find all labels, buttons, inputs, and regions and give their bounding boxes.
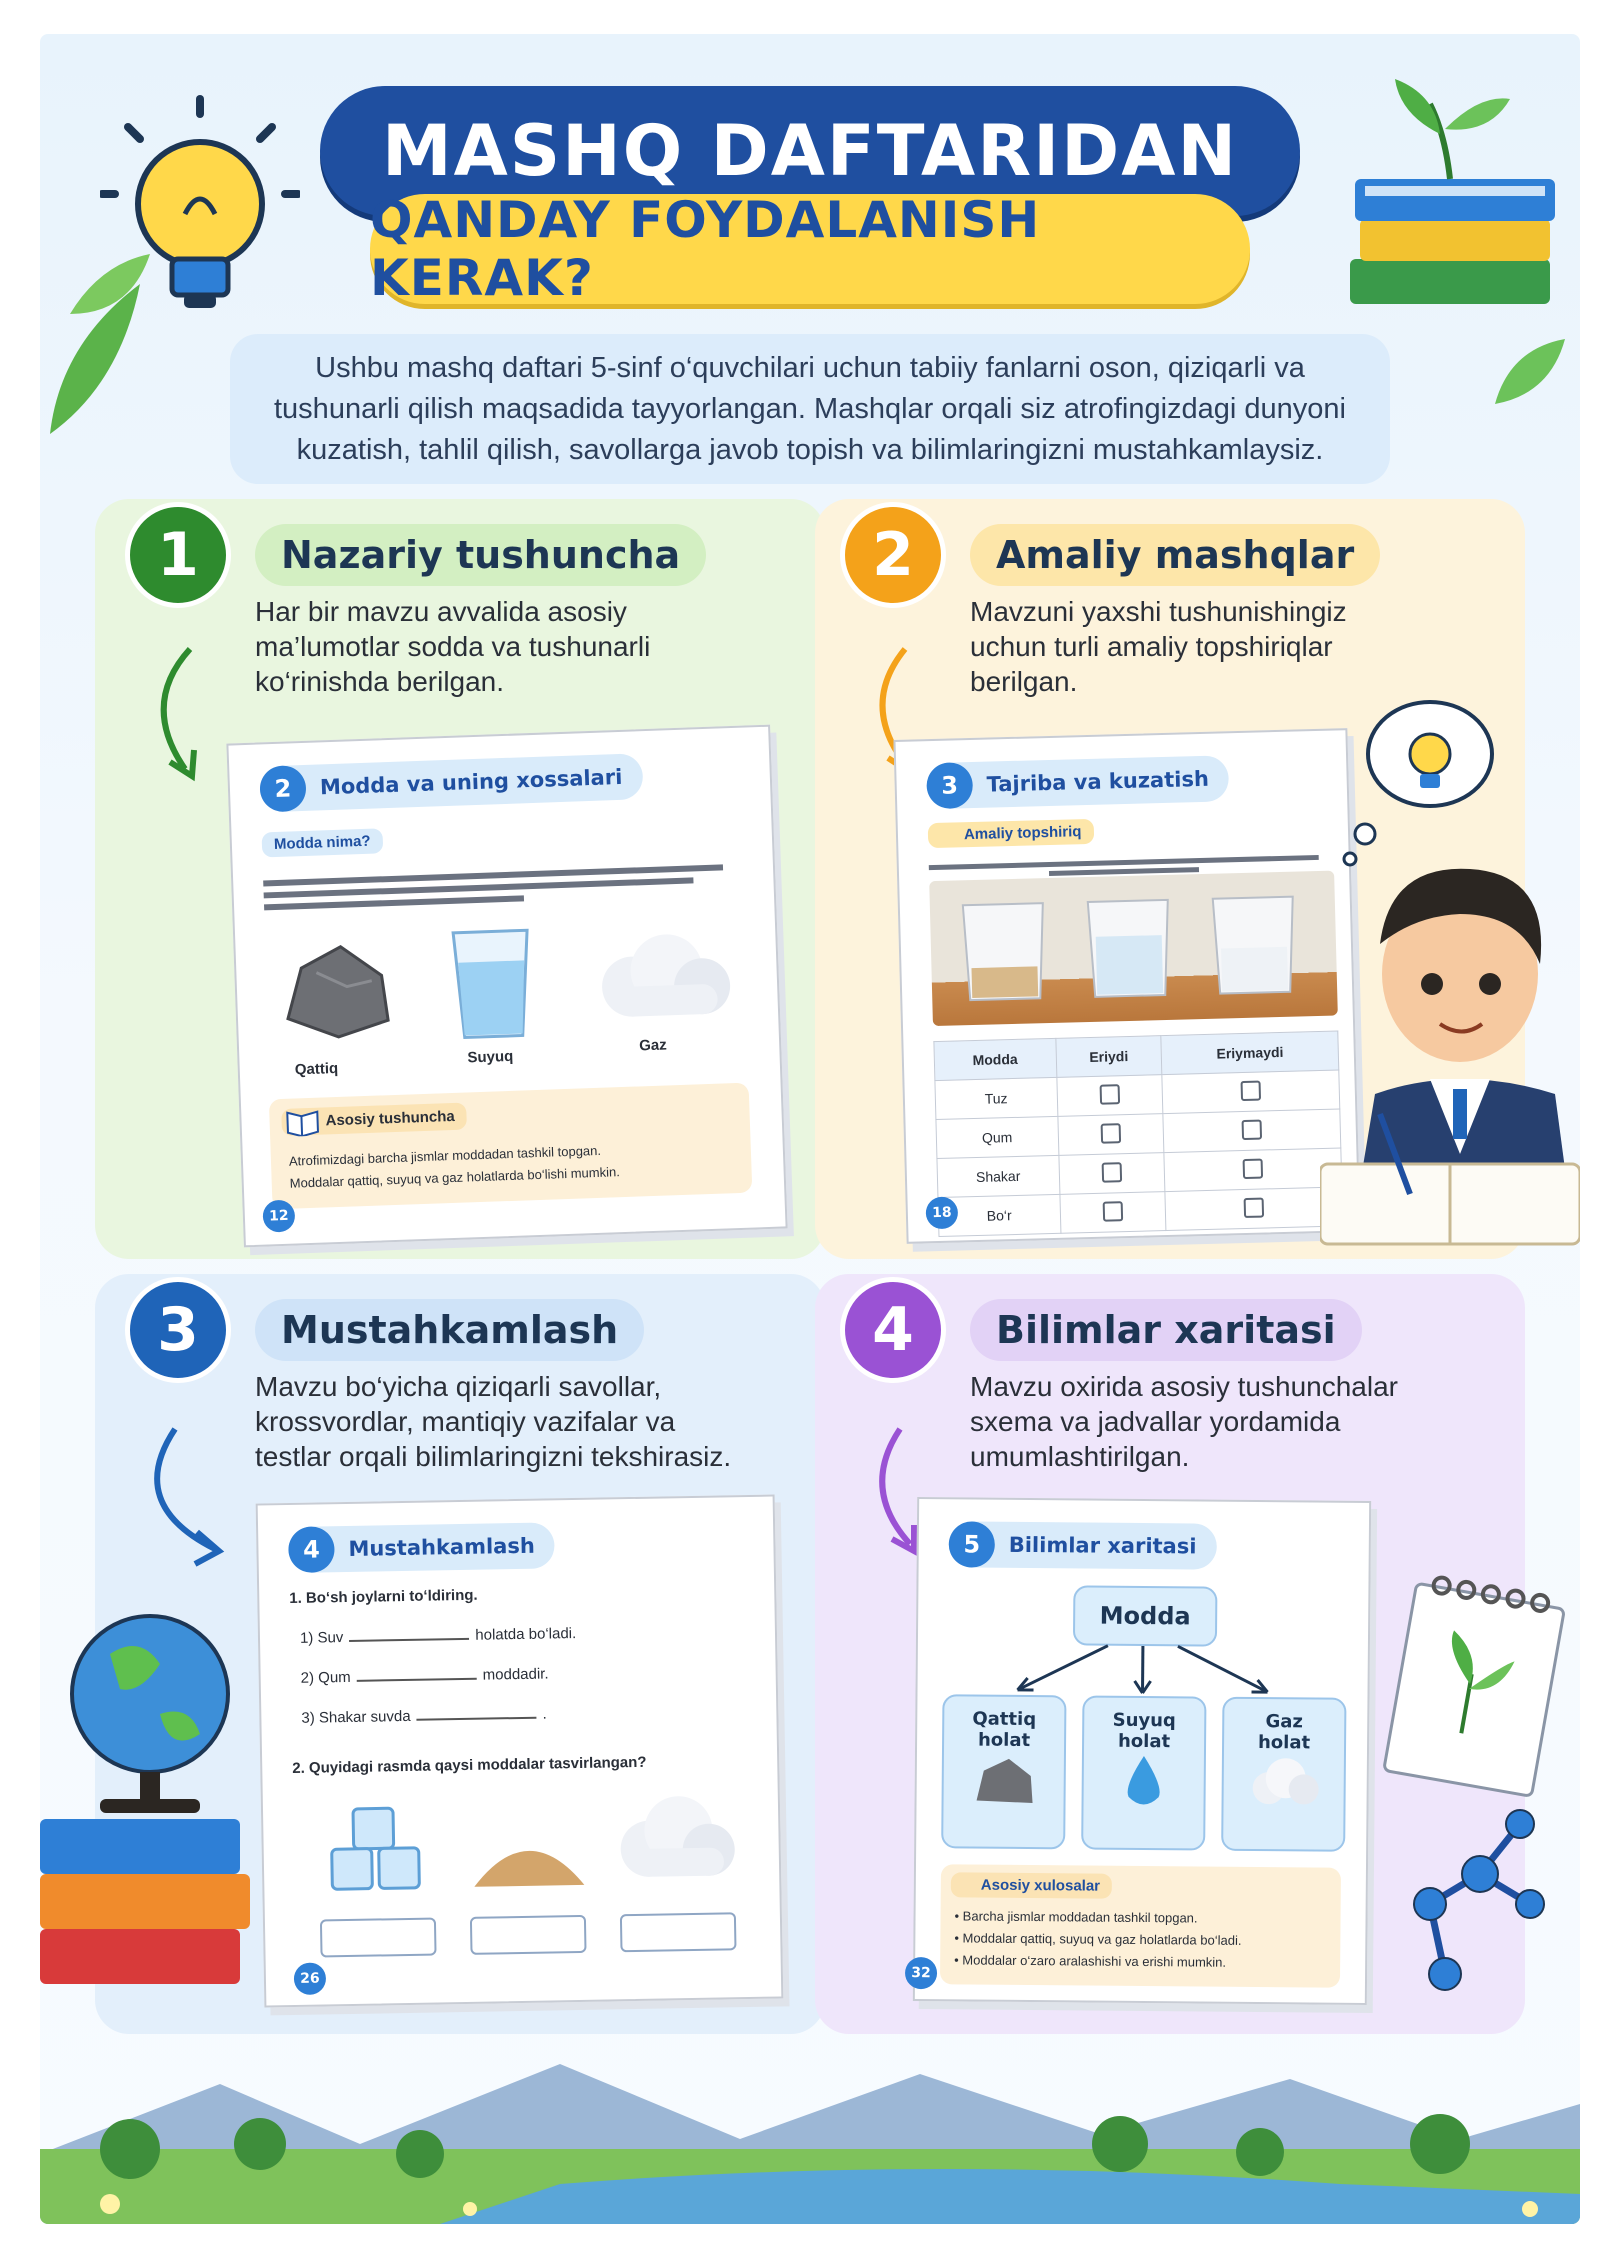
checkbox[interactable] bbox=[1244, 1197, 1265, 1218]
map-arrows bbox=[957, 1639, 1338, 1702]
card-header bbox=[288, 1522, 555, 1573]
table-cell: Shakar bbox=[937, 1155, 1059, 1197]
page-number: 32 bbox=[905, 1957, 937, 1989]
key-concept-line: Atrofimizdagi barcha jismlar moddadan tashkil topgan. bbox=[288, 1142, 602, 1169]
section-4-title: Bilimlar xaritasi bbox=[970, 1299, 1362, 1361]
checkbox[interactable] bbox=[1101, 1123, 1122, 1144]
observation-table bbox=[933, 1030, 1343, 1237]
blank-input[interactable] bbox=[357, 1678, 477, 1682]
water-drop-icon bbox=[1118, 1752, 1169, 1812]
desc-line: Mavzuni yaxshi tushunishingiz bbox=[970, 596, 1347, 627]
cloud-icon bbox=[585, 923, 738, 1028]
cloud-icon bbox=[1244, 1753, 1324, 1809]
map-root-node: Modda bbox=[1073, 1585, 1218, 1646]
intro-text bbox=[274, 348, 1346, 471]
map-node-gas: Gaz holat bbox=[1221, 1697, 1346, 1852]
leaf-icon bbox=[1490, 334, 1570, 414]
student-illustration bbox=[1320, 684, 1580, 1254]
key-concept-title: Asosiy tushuncha bbox=[281, 1102, 467, 1135]
book-icon bbox=[285, 1106, 320, 1137]
checkbox[interactable] bbox=[1102, 1162, 1123, 1183]
section-2-number: 2 bbox=[840, 502, 946, 608]
water-glass-icon bbox=[445, 925, 539, 1043]
page-number: 26 bbox=[294, 1962, 327, 1995]
blank-input[interactable] bbox=[349, 1638, 469, 1642]
intro-line: kuzatish, tahlil qilish, savollarga javob topish va bilimlaringizni mustahkamlaysiz. bbox=[296, 433, 1324, 466]
answer-box[interactable] bbox=[620, 1912, 737, 1952]
conclusions-title: Asosiy xulosalar bbox=[951, 1872, 1112, 1898]
section-3-title: Mustahkamlash bbox=[255, 1299, 644, 1361]
desc-line: umumlashtirilgan. bbox=[970, 1441, 1190, 1472]
table-header: Eriydi bbox=[1055, 1036, 1162, 1078]
desc-line: ko‘rinishda berilgan. bbox=[255, 666, 505, 697]
key-concept-line: Moddalar qattiq, suyuq va gaz holatlarda bo‘lishi mumkin. bbox=[289, 1164, 621, 1191]
intro-line: Ushbu mashq daftari 5-sinf o‘quvchilari uchun tabiiy fanlarni oson, qiziqarli va bbox=[315, 351, 1305, 384]
desc-line: ma’lumotlar sodda va tushunarli bbox=[255, 631, 651, 662]
question-2: 2. Quyidagi rasmda qaysi moddalar tasvirlangan? bbox=[292, 1753, 647, 1777]
books-plant-icon bbox=[1340, 74, 1570, 354]
desc-line: uchun turli amaliy topshiriqlar bbox=[970, 631, 1333, 662]
question-1: 1. Bo‘sh joylarni to‘ldiring. bbox=[289, 1586, 478, 1607]
page-number: 18 bbox=[925, 1197, 958, 1230]
globe-books-illustration bbox=[40, 1594, 270, 2014]
key-concept-box bbox=[269, 1083, 753, 1210]
section-1-number: 1 bbox=[125, 502, 231, 608]
blank-input[interactable] bbox=[417, 1717, 537, 1721]
intro-line: tushunarli qilish maqsadida tayyorlangan. Mashqlar orqali siz atrofingizdagi dunyoni bbox=[274, 392, 1346, 425]
card-title: Bilimlar xaritasi bbox=[1008, 1532, 1197, 1559]
notepad-molecule-illustration bbox=[1370, 1574, 1580, 2034]
table-cell: Qum bbox=[936, 1116, 1058, 1158]
desc-line: Har bir mavzu avvalida asosiy bbox=[255, 596, 627, 627]
bullet-item: • Moddalar qattiq, suyuq va gaz holatlarda bo‘ladi. bbox=[954, 1930, 1242, 1948]
desc-line: berilgan. bbox=[970, 666, 1078, 697]
table-header: Modda bbox=[934, 1038, 1056, 1080]
page-card-theory bbox=[226, 725, 787, 1248]
checkbox[interactable] bbox=[1241, 1080, 1262, 1101]
map-node-solid: Qattiq holat bbox=[941, 1694, 1066, 1849]
landscape-footer bbox=[40, 2044, 1580, 2224]
glasses-icon bbox=[958, 891, 1311, 1010]
arrow-icon bbox=[125, 1414, 275, 1574]
section-1-desc bbox=[255, 594, 650, 699]
state-label-liquid: Suyuq bbox=[467, 1047, 514, 1067]
poster bbox=[40, 34, 1580, 2224]
state-label-gas: Gaz bbox=[638, 1036, 667, 1055]
card-number: 5 bbox=[949, 1521, 995, 1567]
desc-line: krossvordlar, mantiqiy vazifalar va bbox=[255, 1406, 676, 1437]
desc-line: Mavzu bo‘yicha qiziqarli savollar, bbox=[255, 1371, 662, 1402]
card-title: Modda va uning xossalari bbox=[319, 764, 623, 800]
intro-box bbox=[230, 334, 1390, 484]
table-header: Eriymaydi bbox=[1161, 1031, 1339, 1075]
bullet-item: • Moddalar o‘zaro aralashishi va erishi mumkin. bbox=[954, 1952, 1227, 1970]
desc-line: sxema va jadvallar yordamida bbox=[970, 1406, 1341, 1437]
card-title: Tajriba va kuzatish bbox=[986, 766, 1210, 797]
card-number: 3 bbox=[926, 762, 973, 809]
answer-box[interactable] bbox=[320, 1917, 437, 1957]
section-1-title: Nazariy tushuncha bbox=[255, 524, 706, 586]
page-card-practice bbox=[893, 728, 1360, 1244]
card-header bbox=[926, 755, 1229, 809]
card-header bbox=[259, 753, 643, 812]
checkbox[interactable] bbox=[1243, 1158, 1264, 1179]
section-3-number: 3 bbox=[125, 1277, 231, 1383]
page-subtitle: QANDAY FOYDALANISH KERAK? bbox=[370, 191, 1041, 307]
conclusions-box bbox=[940, 1864, 1341, 1987]
bullet-item: • Barcha jismlar moddadan tashkil topgan. bbox=[954, 1908, 1198, 1926]
card-question: Modda nima? bbox=[261, 828, 382, 857]
checkbox[interactable] bbox=[1103, 1201, 1124, 1222]
section-3-desc bbox=[255, 1369, 731, 1474]
placeholder-text bbox=[263, 858, 734, 916]
map-node-liquid: Suyuq holat bbox=[1081, 1695, 1206, 1850]
fill-item: 2) Qum moddadir. bbox=[300, 1665, 549, 1687]
card-number: 2 bbox=[259, 765, 307, 813]
desc-line: testlar orqali bilimlaringizni tekshirasiz. bbox=[255, 1441, 732, 1472]
fill-item: 1) Suv holatda bo‘ladi. bbox=[299, 1624, 577, 1647]
table-cell: Tuz bbox=[935, 1077, 1057, 1119]
page-card-reinforcement bbox=[256, 1495, 784, 2008]
rock-icon bbox=[275, 935, 399, 1049]
experiment-photo bbox=[929, 871, 1338, 1027]
rock-icon bbox=[968, 1750, 1039, 1811]
checkbox[interactable] bbox=[1099, 1084, 1120, 1105]
page-number: 12 bbox=[262, 1200, 295, 1233]
page-title: MASHQ DAFTARIDAN bbox=[381, 110, 1239, 192]
ice-cubes-icon bbox=[323, 1803, 435, 1905]
page-card-knowledge-map bbox=[913, 1497, 1371, 2005]
subtitle-banner bbox=[370, 191, 1250, 307]
section-4-desc bbox=[970, 1369, 1398, 1474]
card-header bbox=[949, 1521, 1217, 1569]
answer-box[interactable] bbox=[470, 1915, 587, 1955]
section-4-number: 4 bbox=[840, 1277, 946, 1383]
desc-line: Mavzu oxirida asosiy tushunchalar bbox=[970, 1371, 1398, 1402]
section-2-desc bbox=[970, 594, 1347, 699]
state-label-solid: Qattiq bbox=[294, 1059, 339, 1079]
card-title: Mustahkamlash bbox=[348, 1533, 535, 1561]
section-2-title: Amaliy mashqlar bbox=[970, 524, 1380, 586]
card-number: 4 bbox=[288, 1526, 335, 1573]
checkbox[interactable] bbox=[1242, 1119, 1263, 1140]
table-cell: Bo‘r bbox=[938, 1194, 1060, 1236]
task-title: Amaliy topshiriq bbox=[928, 819, 1094, 848]
fill-item: 3) Shakar suvda . bbox=[301, 1705, 547, 1727]
leaf-icon bbox=[40, 244, 160, 444]
sand-pile-icon bbox=[468, 1820, 589, 1892]
cloud-icon bbox=[608, 1787, 740, 1889]
